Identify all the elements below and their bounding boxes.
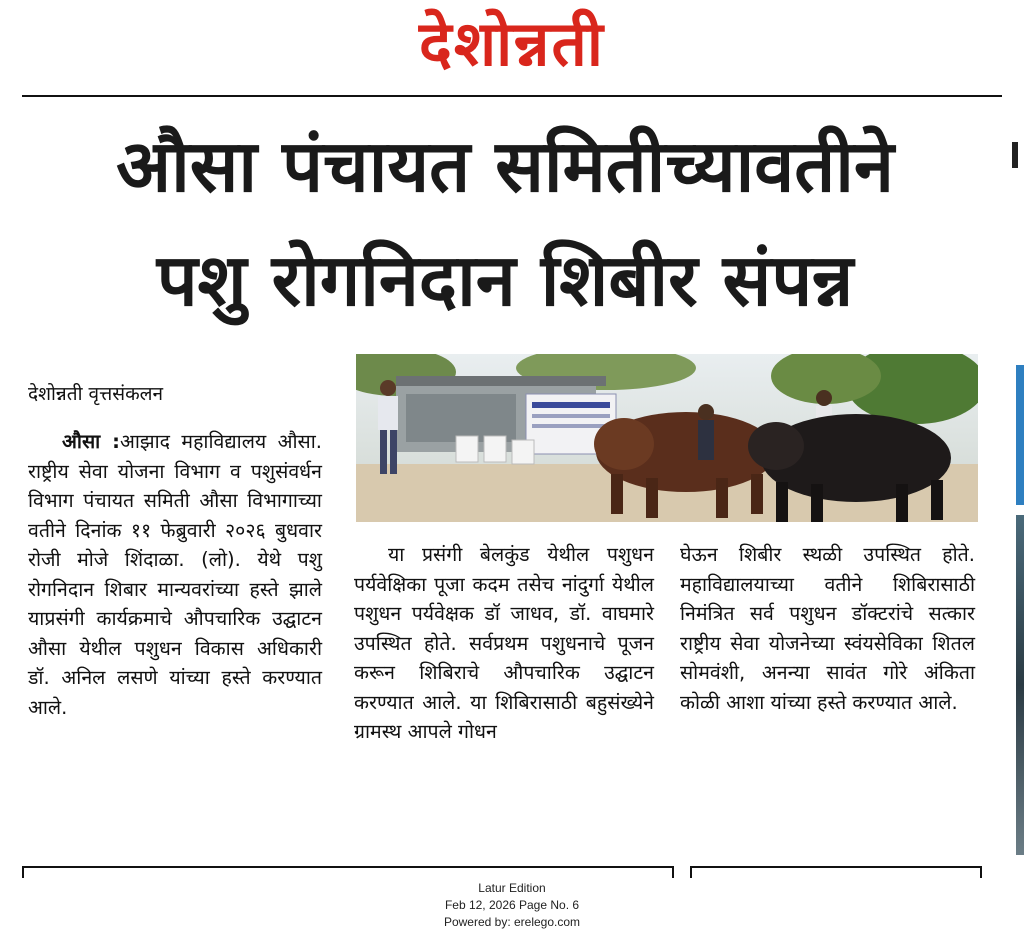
camp-photo-illustration [356,354,978,522]
column-1-text: आझाद महाविद्यालय औसा. राष्ट्रीय सेवा योजना विभाग व पशुसंवर्धन विभाग पंचायत समिती औसा विभागाच्या वतीने दिनांक ११ फेब्रुवारी २०२६ बुधवार रोजी मोजे शिंदाळा. (लो). येथे पशु रोगनिदान शिबार मान्यवरांच्या हस्ते झाले याप्रसंगी कार्यक्रमाचे औपचारिक उद्घाटन औसा येथील पशुधन विकास अधिकारी डॉ. अनिल लसणे यांच्या हस्ते करण्यात आले. [28,430,322,719]
article-column-3 [680,540,975,717]
bottom-rule-left [22,866,674,878]
column-2-text: या प्रसंगी बेलकुंड येथील पशुधन पर्यवेक्षिका पूजा कदम तसेच नांदुर्गा येथील पशुधन पर्यवेक्षक डॉ जाधव, डॉ. वाघमारे उपस्थित होते. सर्वप्रथम पशुधनाचे पूजन करून शिबिराचे औपचारिक उद्घाटन करण्यात आले. या शिबिरासाठी बहुसंख्येने ग्रामस्थ आपले गोधन [354,543,654,743]
article-column-2 [354,540,654,747]
adjacent-image-edge [1016,515,1024,855]
headline-line-1: औसा पंचायत समितीच्यावतीने [116,124,894,208]
date-page-label: Feb 12, 2026 Page No. 6 [444,898,580,912]
article-photo [356,354,978,522]
page-footer [0,880,1024,931]
masthead [0,0,1024,92]
headline-line-2: पशु रोगनिदान शिबीर संपन्न [156,238,854,322]
newspaper-logo: देशोन्नती [419,7,605,80]
edition-label: Latur Edition [478,881,546,895]
adjacent-page-edge [1012,142,1018,168]
adjacent-image-edge [1016,365,1024,505]
byline: देशोन्नती वृत्तसंकलन [28,383,164,405]
column-3-text: घेऊन शिबीर स्थळी उपस्थित होते. महाविद्यालयाच्या वतीने शिबिरासाठी निमंत्रित सर्व पशुधन डॉक्टरांचे सत्कार राष्ट्रीय सेवा योजनेच्या स्वंयसेविका शितल सोमवंशी, अनन्या सावंत गोरे अंकिता कोळी आशा यांच्या हस्ते करण्यात आले. [680,543,975,714]
top-rule [22,95,1002,97]
dateline: औसा : [62,430,120,453]
bottom-rule-right [690,866,982,878]
article-column-1 [28,427,322,722]
powered-by-label: Powered by: erelego.com [443,915,581,929]
